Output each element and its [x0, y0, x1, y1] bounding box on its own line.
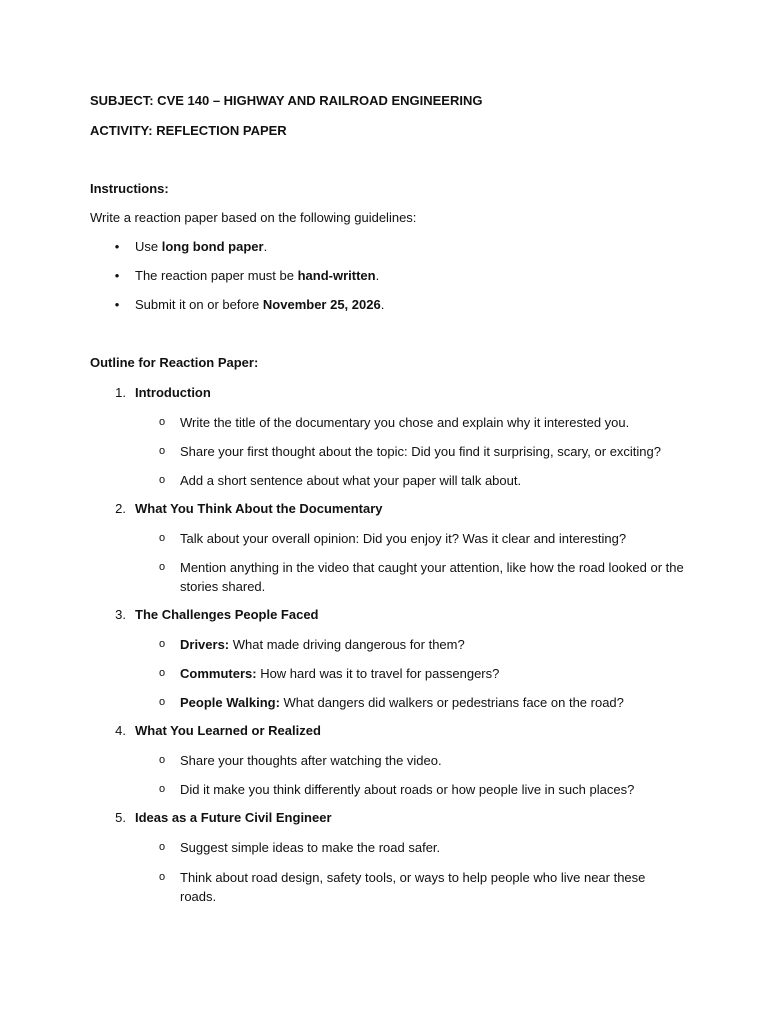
section-number: 3.	[115, 607, 126, 622]
section-number: 1.	[115, 385, 126, 400]
section-title: Ideas as a Future Civil Engineer	[135, 810, 332, 825]
bullet-post: .	[263, 239, 268, 254]
bullet-pre: Use	[135, 239, 162, 254]
section-number: 2.	[115, 501, 126, 516]
bullet-dot-icon: •	[114, 297, 120, 312]
document-page	[90, 0, 690, 1024]
item-text: Did it make you think differently about roads or how people live in such places?	[180, 782, 635, 797]
hollow-circle-icon: o	[158, 416, 166, 428]
outline-item-text	[180, 413, 685, 432]
outline-item-text	[180, 471, 685, 490]
bullet-bold: long bond paper	[161, 239, 264, 254]
item-text: Think about road design, safety tools, or ways to help people who live near these roads.	[180, 870, 646, 904]
section-title: What You Learned or Realized	[135, 723, 321, 738]
item-bold: People Walking:	[180, 695, 280, 710]
outline-item-text	[180, 838, 685, 857]
hollow-circle-icon: o	[158, 696, 166, 708]
hollow-circle-icon: o	[158, 532, 166, 544]
item-text: Talk about your overall opinion: Did you enjoy it? Was it clear and interesting?	[180, 531, 627, 546]
outline-item-text	[180, 664, 685, 683]
hollow-circle-icon: o	[158, 754, 166, 766]
item-text: Add a short sentence about what your paper will talk about.	[180, 473, 522, 488]
outline-item-text	[180, 558, 685, 596]
outline-item-text	[180, 751, 685, 770]
subject-line: SUBJECT: CVE 140 – HIGHWAY AND RAILROAD ENGINEERING	[90, 93, 483, 108]
hollow-circle-icon: o	[158, 871, 166, 883]
outline-item-text	[180, 780, 685, 799]
bullet-post: .	[375, 268, 380, 283]
instruction-bullet-text	[135, 267, 379, 285]
section-title: The Challenges People Faced	[135, 607, 319, 622]
bullet-bold: November 25, 2026	[262, 297, 381, 312]
hollow-circle-icon: o	[158, 561, 166, 573]
item-text: How hard was it to travel for passengers?	[256, 666, 500, 681]
hollow-circle-icon: o	[158, 841, 166, 853]
item-bold: Drivers:	[180, 637, 230, 652]
instructions-intro: Write a reaction paper based on the following guidelines:	[90, 210, 417, 225]
bullet-post: .	[380, 297, 385, 312]
bullet-bold: hand-written	[297, 268, 376, 283]
item-bold: Commuters:	[180, 666, 257, 681]
bullet-pre: The reaction paper must be	[135, 268, 298, 283]
hollow-circle-icon: o	[158, 474, 166, 486]
bullet-dot-icon: •	[114, 239, 120, 254]
outline-item-text	[180, 635, 685, 654]
instructions-heading: Instructions:	[90, 181, 169, 196]
instruction-bullet-text	[135, 238, 267, 256]
section-number: 5.	[115, 810, 126, 825]
hollow-circle-icon: o	[158, 638, 166, 650]
outline-heading: Outline for Reaction Paper:	[90, 355, 259, 370]
section-title: Introduction	[135, 385, 211, 400]
item-text: Share your first thought about the topic: Did you find it surprising, scary, or exciting?	[180, 444, 661, 459]
hollow-circle-icon: o	[158, 667, 166, 679]
outline-item-text	[180, 529, 685, 548]
hollow-circle-icon: o	[158, 783, 166, 795]
item-text: Mention anything in the video that caught your attention, like how the road looked or the stories shared.	[180, 560, 684, 594]
outline-item-text	[180, 442, 685, 461]
hollow-circle-icon: o	[158, 445, 166, 457]
bullet-pre: Submit it on or before	[135, 297, 263, 312]
item-text: Suggest simple ideas to make the road safer.	[180, 840, 441, 855]
section-number: 4.	[115, 723, 126, 738]
section-title: What You Think About the Documentary	[135, 501, 383, 516]
outline-item-text	[180, 868, 685, 906]
item-text: What made driving dangerous for them?	[229, 637, 465, 652]
instruction-bullet-text	[135, 296, 384, 314]
outline-item-text	[180, 693, 685, 712]
bullet-dot-icon: •	[114, 268, 120, 283]
item-text: Write the title of the documentary you chose and explain why it interested you.	[180, 415, 630, 430]
item-text: Share your thoughts after watching the video.	[180, 753, 442, 768]
activity-line: ACTIVITY: REFLECTION PAPER	[90, 123, 287, 138]
item-text: What dangers did walkers or pedestrians face on the road?	[279, 695, 624, 710]
